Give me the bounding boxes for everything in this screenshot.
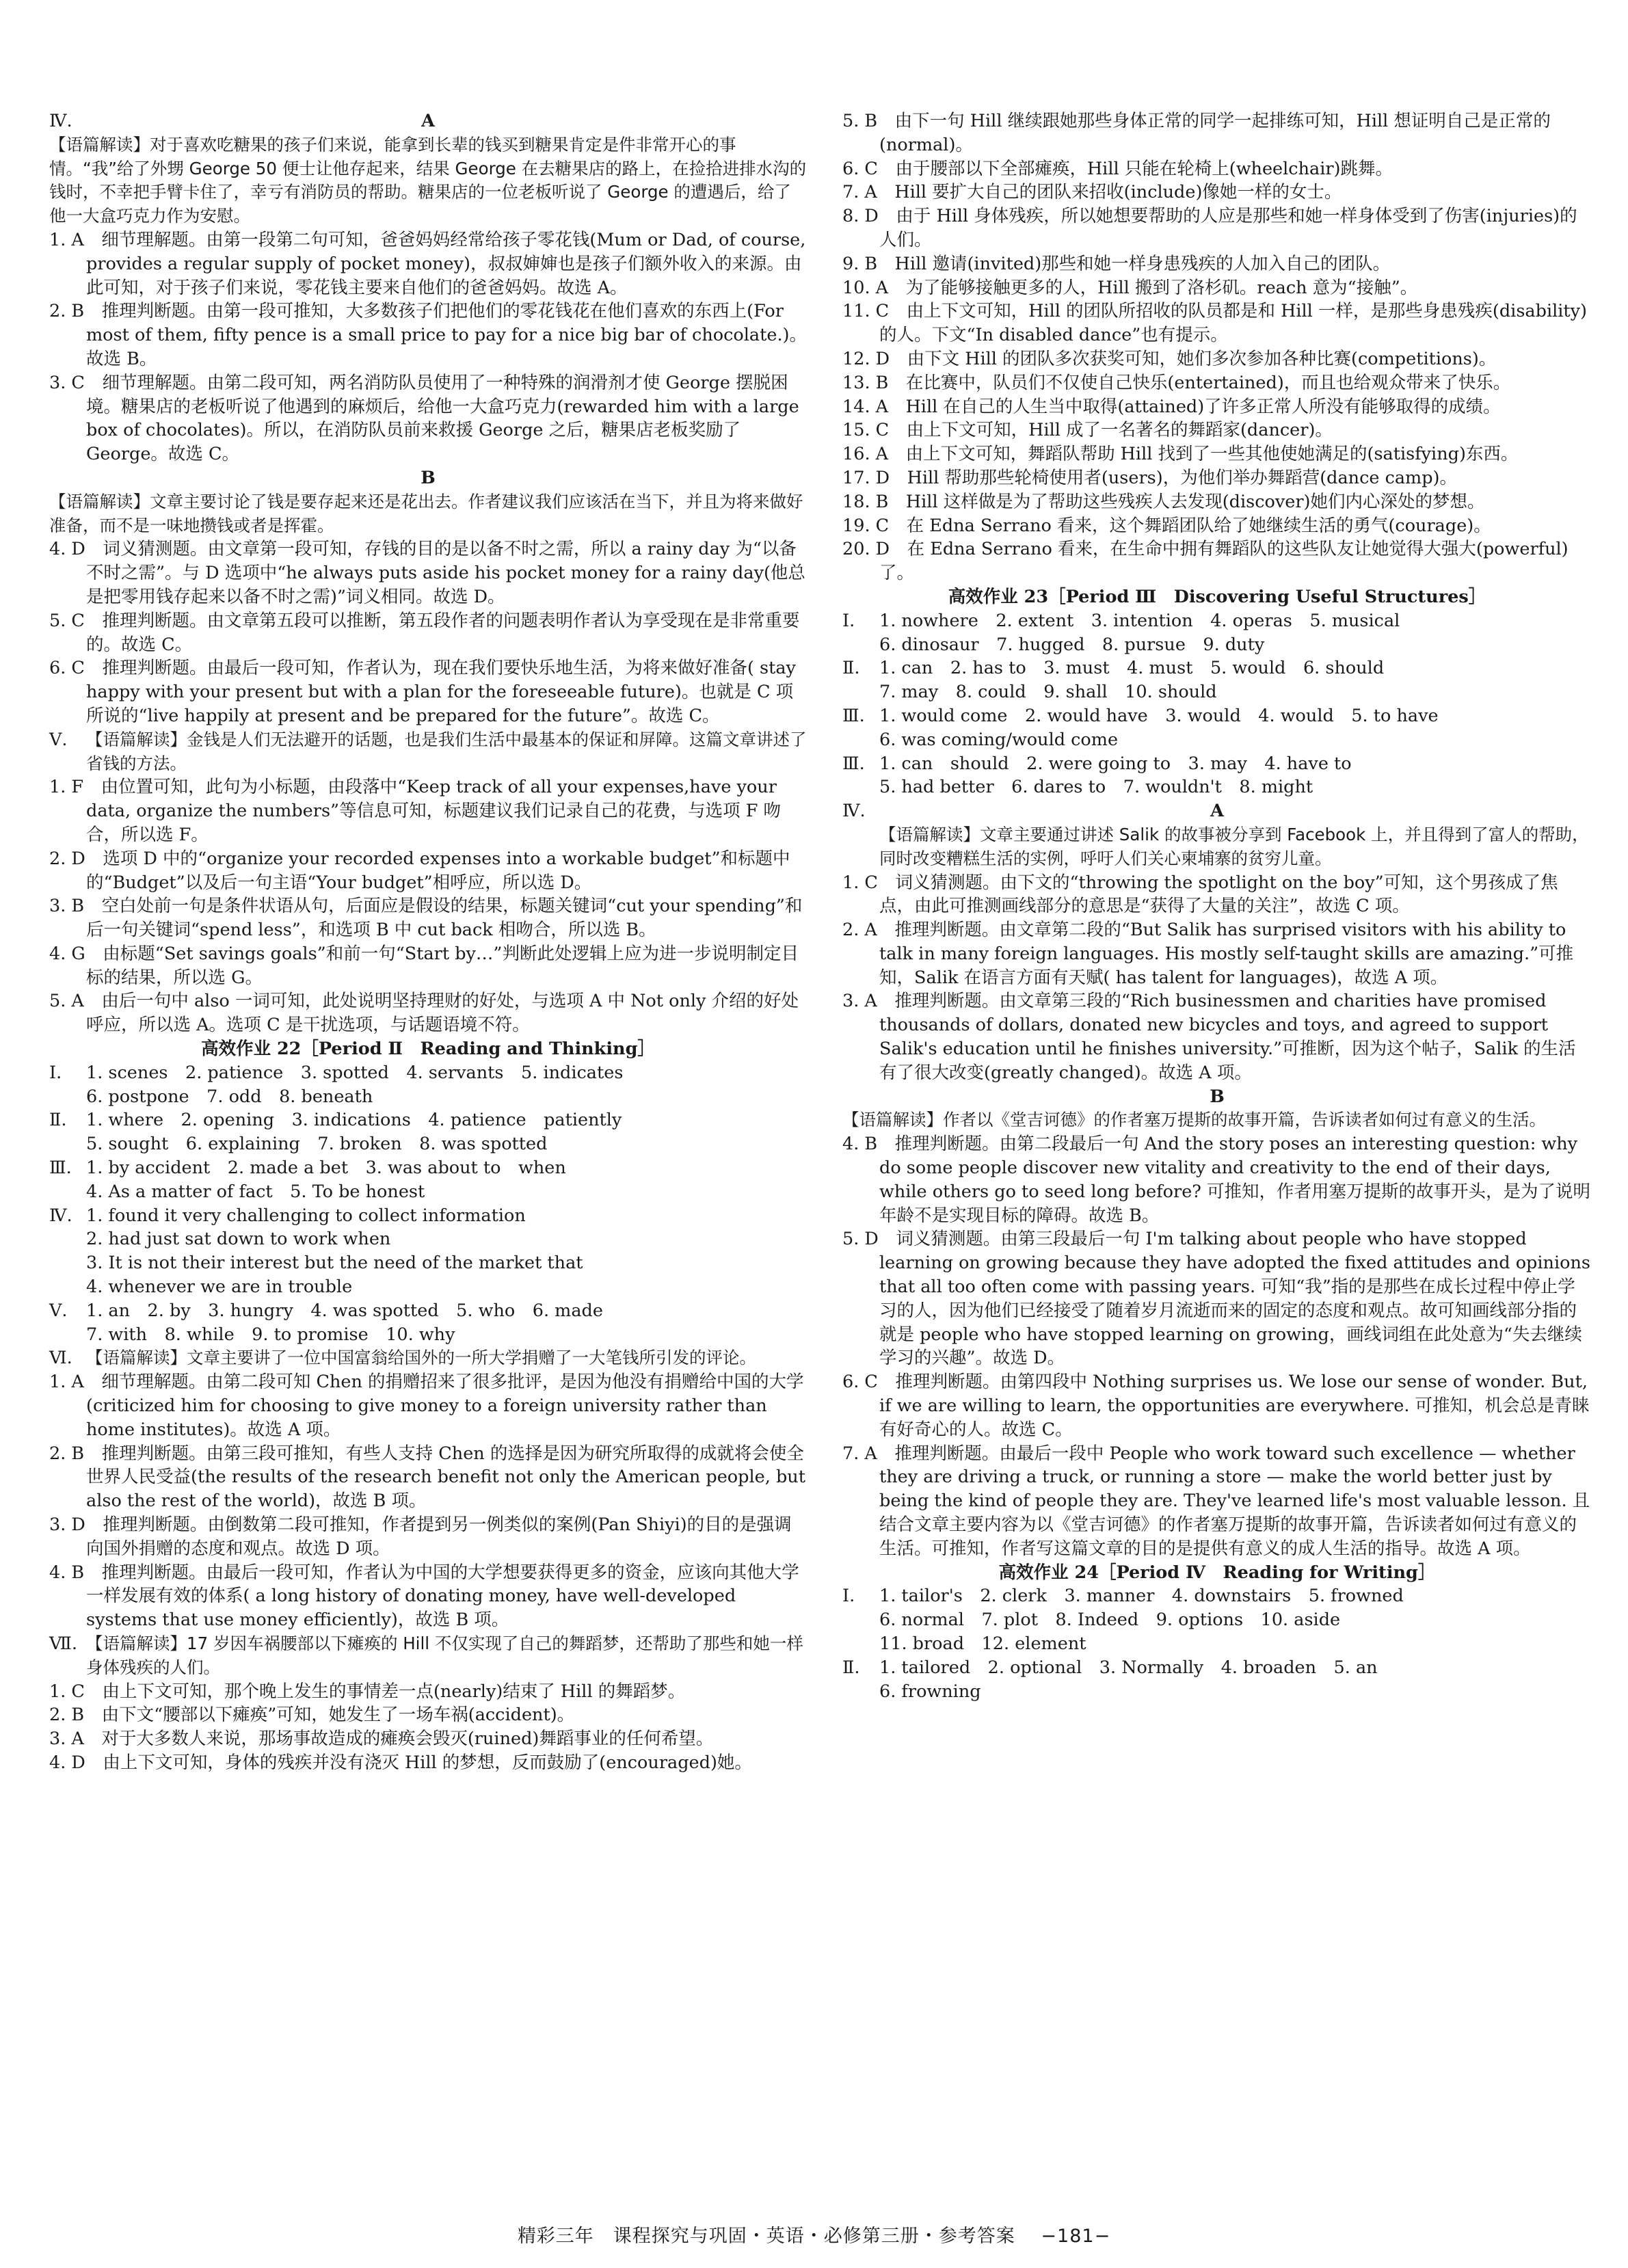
page-number: −181− [1041,2226,1111,2247]
section-mark: Ⅰ. [842,1586,855,1607]
answer-list [842,871,1592,1085]
answer-row: 6. normal 7. plot 8. Indeed 9. options 10. aside [879,1610,1341,1631]
answer-row: 5. sought 6. explaining 7. broken 8. was spotted [86,1134,548,1155]
exercise-block [49,1204,807,1299]
passage-reading: 【语篇解读】17 岁因车祸腰部以下瘫痪的 Hill 不仅实现了自己的舞蹈梦，还帮助了那些和她一样身体残疾的人们。 [86,1633,803,1677]
answer-row: 6. postpone 7. odd 8. beneath [86,1086,373,1107]
answer-item: 2. D 选项 D 中的“organize your recorded expenses into a workable budget”和标题中的“Budget”以及后一句主语“Your budget”相呼应，所以选 D。 [49,848,790,893]
answer-item: 6. C 推理判断题。由最后一段可知，作者认为，现在我们要快乐地生活，为将来做好准备( stay happy with your present but with a plan for the foreseeable future)。也就是 C 项所说的“live happily at present and be prepared for the future”。故选 C。 [49,658,796,726]
passage-title: A [421,111,435,131]
answer-row: 1. tailor's 2. clerk 3. manner 4. downstairs 5. frowned [879,1586,1404,1607]
right-column [842,109,1592,1703]
answer-item: 4. B 推理判断题。由最后一段可知，作者认为中国的大学想要获得更多的资金，应该向其他大学一样发展有效的体系( a long history of donating money, have well-developed systems that use money efficiently)，故选 B 项。 [49,1562,799,1631]
answer-row: 6. frowning [879,1681,981,1702]
section-mark: Ⅳ. [49,1205,72,1226]
answer-item: 4. G 由标题“Set savings goals”和前一句“Start by…”判断此处逻辑上应为进一步说明制定目标的结果，所以选 G。 [49,943,799,988]
answer-list [49,228,807,466]
answer-item: 8. D 由于 Hill 身体残疾，所以她想要帮助的人应是那些和她一样身体受到了伤害(injuries)的人们。 [842,206,1577,250]
answer-item: 20. D 在 Edna Serrano 看来，在生命中拥有舞蹈队的这些队友让她觉得大强大(powerful)了。 [842,539,1569,584]
answer-item: 3. C 细节理解题。由第二段可知，两名消防队员使用了一种特殊的润滑剂才使 George 摆脱困境。糖果店的老板听说了他遇到的麻烦后，给他一大盒巧克力(rewarded him with a large box of chocolates)。所以，在消防队员前来救援 George 之后，糖果店老板奖励了 George。故选 C。 [49,372,799,465]
answer-row: 1. scenes 2. patience 3. spotted 4. servants 5. indicates [86,1062,624,1083]
section-vi-header [49,1346,807,1370]
answer-row: 2. had just sat down to work when [86,1229,391,1250]
answer-item: 1. C 词义猜测题。由下文的“throwing the spotlight on the boy”可知，这个男孩成了焦点，由此可推测画线部分的意思是“获得了大量的关注”，故选 C 项。 [842,872,1558,917]
passage-reading: 【语篇解读】对于喜欢吃糖果的孩子们来说，能拿到长辈的钱买到糖果肯定是件非常开心的事情。“我”给了外甥 George 50 便士让他存起来，结果 George 在去糖果店的路上，在捡拾进排水沟的钱时，不幸把手臂卡住了，幸亏有消防员的帮助。糖果店的一位老板听说了 George 的遭遇后，给了他一大盒巧克力作为安慰。 [49,134,807,226]
footer-text: 精彩三年 课程探究与巩固・英语・必修第三册・参考答案 [517,2226,1015,2247]
answer-row: 1. would come 2. would have 3. would 4. would 5. to have [879,705,1439,726]
section-mark: Ⅵ. [49,1348,72,1369]
passage-reading: 【语篇解读】文章主要通过讲述 Salik 的故事被分享到 Facebook 上，并且得到了富人的帮助，同时改变糟糕生活的实例，呼吁人们关心柬埔寨的贫穷儿童。 [879,824,1589,868]
passage-title: B [421,467,436,488]
exercise-block [842,1656,1592,1704]
section-iv-header [842,799,1592,823]
answer-row: 6. was coming/would come [879,729,1119,750]
page-footer [0,2225,1628,2249]
answer-list [842,1132,1592,1560]
exercise-block [842,656,1592,704]
answer-item: 17. D Hill 帮助那些轮椅使用者(users)，为他们举办舞蹈营(dance camp)。 [842,467,1458,488]
answer-row: 3. It is not their interest but the need of the market that [86,1253,583,1274]
answer-item: 7. A Hill 要扩大自己的团队来招收(include)像她一样的女士。 [842,182,1342,203]
answer-list [49,1680,807,1775]
section-heading: 高效作业 24［Period Ⅳ Reading for Writing］ [998,1562,1436,1583]
answer-item: 4. D 词义猜测题。由文章第一段可知，存钱的目的是以备不时之需，所以 a rainy day 为“以备不时之需”。与 D 选项中“he always puts aside his pocket money for a rainy day(他总是把零用钱存起来以备不时之需)”词义相同。故选 D。 [49,539,805,607]
answer-item: 1. C 由上下文可知，那个晚上发生的事情差一点(nearly)结束了 Hill 的舞蹈梦。 [49,1681,686,1702]
answer-item: 3. D 推理判断题。由倒数第二段可推知，作者提到另一例类似的案例(Pan Shiyi)的目的是强调向国外捐赠的态度和观点。故选 D 项。 [49,1515,792,1559]
answer-item: 4. D 由上下文可知，身体的残疾并没有浇灭 Hill 的梦想，反而鼓励了(encouraged)她。 [49,1752,752,1773]
answer-row: 11. broad 12. element [879,1633,1086,1654]
answer-row: 1. where 2. opening 3. indications 4. patience patiently [86,1110,622,1131]
answer-item: 5. B 由下一句 Hill 继续跟她那些身体正常的同学一起排练可知，Hill 想证明自己是正常的(normal)。 [842,111,1551,155]
passage-reading: 【语篇解读】金钱是人们无法避开的话题，也是我们生活中最基本的保证和屏障。这篇文章讲述了省钱的方法。 [86,729,807,773]
exercise-block [842,752,1592,800]
answer-item: 5. C 推理判断题。由文章第五段可以推断，第五段作者的问题表明作者认为享受现在是非常重要的。故选 C。 [49,610,800,655]
answer-item: 9. B Hill 邀请(invited)那些和她一样身患残疾的人加入自己的团队。 [842,253,1391,274]
answer-row: 1. tailored 2. optional 3. Normally 4. broaden 5. an [879,1657,1378,1678]
section-mark: Ⅱ. [49,1110,67,1131]
answer-list [49,775,807,1037]
section-mark: Ⅳ. [49,111,72,131]
answer-row: 1. an 2. by 3. hungry 4. was spotted 5. who 6. made [86,1300,603,1321]
answer-item: 3. A 对于大多数人来说，那场事故造成的瘫痪会毁灭(ruined)舞蹈事业的任何希望。 [49,1729,714,1750]
exercise-block [49,1108,807,1156]
answer-row: 1. nowhere 2. extent 3. intention 4. operas 5. musical [879,610,1400,631]
answer-list [49,537,807,728]
answer-item: 5. A 由后一句中 also 一词可知，此处说明坚持理财的好处，与选项 A 中 Not only 介绍的好处呼应，所以选 A。选项 C 是干扰选项，与话题语境不符。 [49,991,799,1036]
answer-row: 1. found it very challenging to collect information [86,1205,526,1226]
section-mark: Ⅶ. [49,1633,78,1654]
section-mark: Ⅲ. [842,753,865,774]
answer-item: 1. F 由位置可知，此句为小标题，由段落中“Keep track of all your expenses,have your data, organize the numbers”等信息可知，标题建议我们记录自己的花费，与选项 F 吻合，所以选 F。 [49,777,781,845]
answer-item: 7. A 推理判断题。由最后一段中 People who work toward such excellence — whether they are driving a truck, or running a store — make the world better just by being the kind of people they are. They've learned life's most valuable lesson. 且结合文章主要内容为以《堂吉诃德》的作者塞万提斯的故事开篇，告诉读者如何过有意义的生活。可推知，作者写这篇文章的目的是提供有意义的成人生活的指导。故选 A 项。 [842,1443,1590,1559]
answer-item: 6. C 由于腰部以下全部瘫痪，Hill 只能在轮椅上(wheelchair)跳舞。 [842,158,1393,179]
answer-item: 3. B 空白处前一句是条件状语从句，后面应是假设的结果，标题关键词“cut your spending”和后一句关键词“spend less”，和选项 B 中 cut back 相吻合，所以选 B。 [49,896,803,941]
answer-item: 1. A 细节理解题。由第一段第二句可知，爸爸妈妈经常给孩子零花钱(Mum or Dad, of course, provides a regular supply of pocket money)，叔叔婶婶也是孩子们额外收入的来源。由此可知，对于孩子们来说，零花钱主要来自他们的爸爸妈妈。故选 A。 [49,229,806,298]
answer-item: 2. A 推理判断题。由文章第二段的“But Salik has surprised visitors with his ability to talk in many foreign languages. His mostly self-taught skills are amazing.”可推知，Salik 在语言方面有天赋( has talent for languages)，故选 A 项。 [842,920,1574,988]
passage-reading: 【语篇解读】文章主要讨论了钱是要存起来还是花出去。作者建议我们应该活在当下，并且为将来做好准备，而不是一味地攒钱或者是挥霍。 [49,491,803,535]
section-heading: 高效作业 23［Period Ⅲ Discovering Useful Structures］ [948,586,1486,607]
answer-row: 5. had better 6. dares to 7. wouldn't 8. might [879,777,1313,798]
answer-item: 13. B 在比赛中，队员们不仅使自己快乐(entertained)，而且也给观众带来了快乐。 [842,372,1511,393]
left-column [49,109,807,1775]
answer-item: 5. D 词义猜测题。由第三段最后一句 I'm talking about people who have stopped learning on growing because they have adopted the fixed attitudes and opinions that all too often come with passing years. 可知“我”指的是那些在成长过程中停止学习的人，因为他们已经接受了随着岁月流逝而来的固定的态度和观点。故可知画线部分指的就是 people who have stopped learning on growing，画线词组在此处意为“失去继续学习的兴趣”。故选 D。 [842,1229,1590,1369]
answer-list [842,109,1592,585]
section-iv-header [49,109,807,133]
passage-title: A [1210,801,1224,822]
section-mark: Ⅰ. [842,610,855,631]
answer-item: 18. B Hill 这样做是为了帮助这些残疾人去发现(discover)她们内心深处的梦想。 [842,491,1485,512]
answer-row: 4. whenever we are in trouble [86,1277,353,1298]
exercise-block [842,609,1592,657]
section-mark: Ⅳ. [842,801,866,822]
answer-item: 2. B 推理判断题。由第三段可推知，有些人支持 Chen 的选择是因为研究所取得的成就将会使全世界人民受益(the results of the research benefit not only the American people, but also the rest of the world)，故选 B 项。 [49,1443,805,1512]
answer-item: 4. B 推理判断题。由第二段最后一句 And the story poses an interesting question: why do some people discover new vitality and creativity to the end of their days, while others go to seed long before? 可推知，作者用塞万提斯的故事开头，是为了说明年龄不是实现目标的障碍。故选 B。 [842,1134,1591,1226]
answer-row: 1. by accident 2. made a bet 3. was about to when [86,1158,566,1179]
exercise-block [49,1299,807,1347]
section-mark: Ⅱ. [842,658,860,679]
answer-item: 14. A Hill 在自己的人生当中取得(attained)了许多正常人所没有能够取得的成绩。 [842,396,1501,417]
section-mark: Ⅲ. [49,1158,72,1179]
passage-title: B [1210,1086,1225,1107]
answer-row: 6. dinosaur 7. hugged 8. pursue 9. duty [879,634,1265,655]
passage-reading: 【语篇解读】文章主要讲了一位中国富翁给国外的一所大学捐赠了一大笔钱所引发的评论。 [86,1348,756,1368]
answer-item: 2. B 推理判断题。由第一段可推知，大多数孩子们把他们的零花钱花在他们喜欢的东西上(For most of them, fifty pence is a small price to pay for a nice big bar of chocolate.)。故选 B。 [49,301,807,369]
answer-item: 15. C 由上下文可知，Hill 成了一名著名的舞蹈家(dancer)。 [842,420,1333,441]
exercise-block [49,1061,807,1109]
section-mark: Ⅰ. [49,1062,62,1083]
answer-list [49,1370,807,1632]
answer-row: 4. As a matter of fact 5. To be honest [86,1181,425,1202]
answer-item: 3. A 推理判断题。由文章第三段的“Rich businessmen and charities have promised thousands of dollars, donated new bicycles and toys, and agreed to support Salik's education until he finishes university.”可推断，因为这个帖子，Salik 的生活有了很大改变(greatly changed)。故选 A 项。 [842,991,1576,1083]
answer-row: 1. can should 2. were going to 3. may 4. have to [879,753,1352,774]
answer-item: 19. C 在 Edna Serrano 看来，这个舞蹈团队给了她继续生活的勇气(courage)。 [842,515,1491,536]
exercise-block [842,1584,1592,1655]
exercise-block [49,1156,807,1204]
answer-item: 6. C 推理判断题。由第四段中 Nothing surprises us. We lose our sense of wonder. But, if we are willing to learn, the opportunities are everywhere. 可推知，机会总是青睐有好奇心的人。故选 C。 [842,1372,1590,1440]
section-v-header [49,728,807,776]
answer-item: 10. A 为了能够接触更多的人，Hill 搬到了洛杉矶。reach 意为“接触”。 [842,277,1418,298]
answer-row: 7. with 8. while 9. to promise 10. why [86,1324,455,1345]
answer-item: 1. A 细节理解题。由第二段可知 Chen 的捐赠招来了很多批评，是因为他没有捐赠给中国的大学(criticized him for choosing to give money to a foreign university rather than home institutes)。故选 A 项。 [49,1372,804,1440]
answer-item: 12. D 由下文 Hill 的团队多次获奖可知，她们多次参加各种比赛(competitions)。 [842,348,1497,369]
section-mark: Ⅴ. [49,729,68,750]
section-mark: Ⅴ. [49,1300,68,1321]
answer-item: 11. C 由上下文可知，Hill 的团队所招收的队员都是和 Hill 一样，是那些身患残疾(disability)的人。下文“In disabled dance”也有提示。 [842,301,1588,346]
section-mark: Ⅲ. [842,705,865,726]
answer-row: 1. can 2. has to 3. must 4. must 5. would 6. should [879,658,1385,679]
answer-item: 2. B 由下文“腰部以下瘫痪”可知，她发生了一场车祸(accident)。 [49,1705,575,1726]
answer-item: 16. A 由上下文可知，舞蹈队帮助 Hill 找到了一些其他使她满足的(satisfying)东西。 [842,444,1519,465]
passage-reading: 【语篇解读】作者以《堂吉诃德》的作者塞万提斯的故事开篇，告诉读者如何过有意义的生活。 [842,1110,1546,1130]
section-mark: Ⅱ. [842,1657,860,1678]
section-heading: 高效作业 22［Period Ⅱ Reading and Thinking］ [201,1039,655,1060]
exercise-block [842,704,1592,752]
section-vii-header [49,1632,807,1680]
answer-row: 7. may 8. could 9. shall 10. should [879,682,1217,703]
